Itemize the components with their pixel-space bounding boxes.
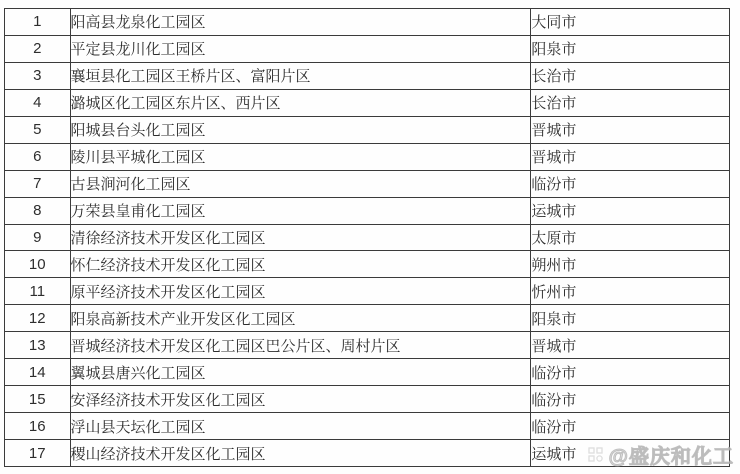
table-row	[5, 305, 730, 332]
city-cell: 忻州市	[531, 278, 730, 305]
table-row	[5, 170, 730, 197]
park-name-cell: 稷山经济技术开发区化工园区	[70, 440, 531, 467]
park-name-cell: 安泽经济技术开发区化工园区	[70, 386, 531, 413]
row-number-cell: 7	[5, 170, 71, 197]
city-cell: 晋城市	[531, 116, 730, 143]
table-row	[5, 197, 730, 224]
table-row	[5, 35, 730, 62]
park-name-cell: 怀仁经济技术开发区化工园区	[70, 251, 531, 278]
row-number-cell: 9	[5, 224, 71, 251]
row-number-cell: 2	[5, 35, 71, 62]
table-row	[5, 62, 730, 89]
city-cell: 大同市	[531, 9, 730, 36]
row-number-cell: 13	[5, 332, 71, 359]
park-name-cell: 襄垣县化工园区王桥片区、富阳片区	[70, 62, 531, 89]
table-row	[5, 224, 730, 251]
row-number-cell: 10	[5, 251, 71, 278]
park-name-cell: 浮山县天坛化工园区	[70, 413, 531, 440]
watermark-text: @盛庆和化工	[608, 446, 734, 468]
city-cell: 晋城市	[531, 332, 730, 359]
park-name-cell: 原平经济技术开发区化工园区	[70, 278, 531, 305]
row-number-cell: 4	[5, 89, 71, 116]
city-cell: 运城市	[531, 440, 730, 467]
park-name-cell: 古县涧河化工园区	[70, 170, 531, 197]
park-name-cell: 晋城经济技术开发区化工园区巴公片区、周村片区	[70, 332, 531, 359]
row-number-cell: 5	[5, 116, 71, 143]
row-number-cell: 12	[5, 305, 71, 332]
park-name-cell: 平定县龙川化工园区	[70, 35, 531, 62]
table-row	[5, 116, 730, 143]
park-name-cell: 阳泉高新技术产业开发区化工园区	[70, 305, 531, 332]
parks-table-body	[5, 9, 730, 467]
city-cell: 阳泉市	[531, 305, 730, 332]
row-number-cell: 15	[5, 386, 71, 413]
table-row	[5, 332, 730, 359]
row-number-cell: 14	[5, 359, 71, 386]
row-number-cell: 17	[5, 440, 71, 467]
city-cell: 长治市	[531, 89, 730, 116]
table-row	[5, 359, 730, 386]
table-row	[5, 251, 730, 278]
city-cell: 临汾市	[531, 413, 730, 440]
city-cell: 临汾市	[531, 359, 730, 386]
park-name-cell: 陵川县平城化工园区	[70, 143, 531, 170]
park-name-cell: 翼城县唐兴化工园区	[70, 359, 531, 386]
row-number-cell: 1	[5, 9, 71, 36]
park-name-cell: 万荣县皇甫化工园区	[70, 197, 531, 224]
park-name-cell: 阳高县龙泉化工园区	[70, 9, 531, 36]
park-name-cell: 清徐经济技术开发区化工园区	[70, 224, 531, 251]
city-cell: 临汾市	[531, 386, 730, 413]
table-row	[5, 386, 730, 413]
row-number-cell: 16	[5, 413, 71, 440]
row-number-cell: 6	[5, 143, 71, 170]
park-name-cell: 潞城区化工园区东片区、西片区	[70, 89, 531, 116]
table-row	[5, 9, 730, 36]
city-cell: 长治市	[531, 62, 730, 89]
table-row	[5, 278, 730, 305]
city-cell: 运城市	[531, 197, 730, 224]
city-cell: 临汾市	[531, 170, 730, 197]
table-row	[5, 440, 730, 467]
city-cell: 朔州市	[531, 251, 730, 278]
parks-table-grid	[4, 8, 730, 467]
row-number-cell: 11	[5, 278, 71, 305]
city-cell: 阳泉市	[531, 35, 730, 62]
row-number-cell: 8	[5, 197, 71, 224]
park-name-cell: 阳城县台头化工园区	[70, 116, 531, 143]
row-number-cell: 3	[5, 62, 71, 89]
table-row	[5, 143, 730, 170]
city-cell: 太原市	[531, 224, 730, 251]
city-cell: 晋城市	[531, 143, 730, 170]
table-row	[5, 413, 730, 440]
parks-table	[4, 8, 730, 467]
table-row	[5, 89, 730, 116]
